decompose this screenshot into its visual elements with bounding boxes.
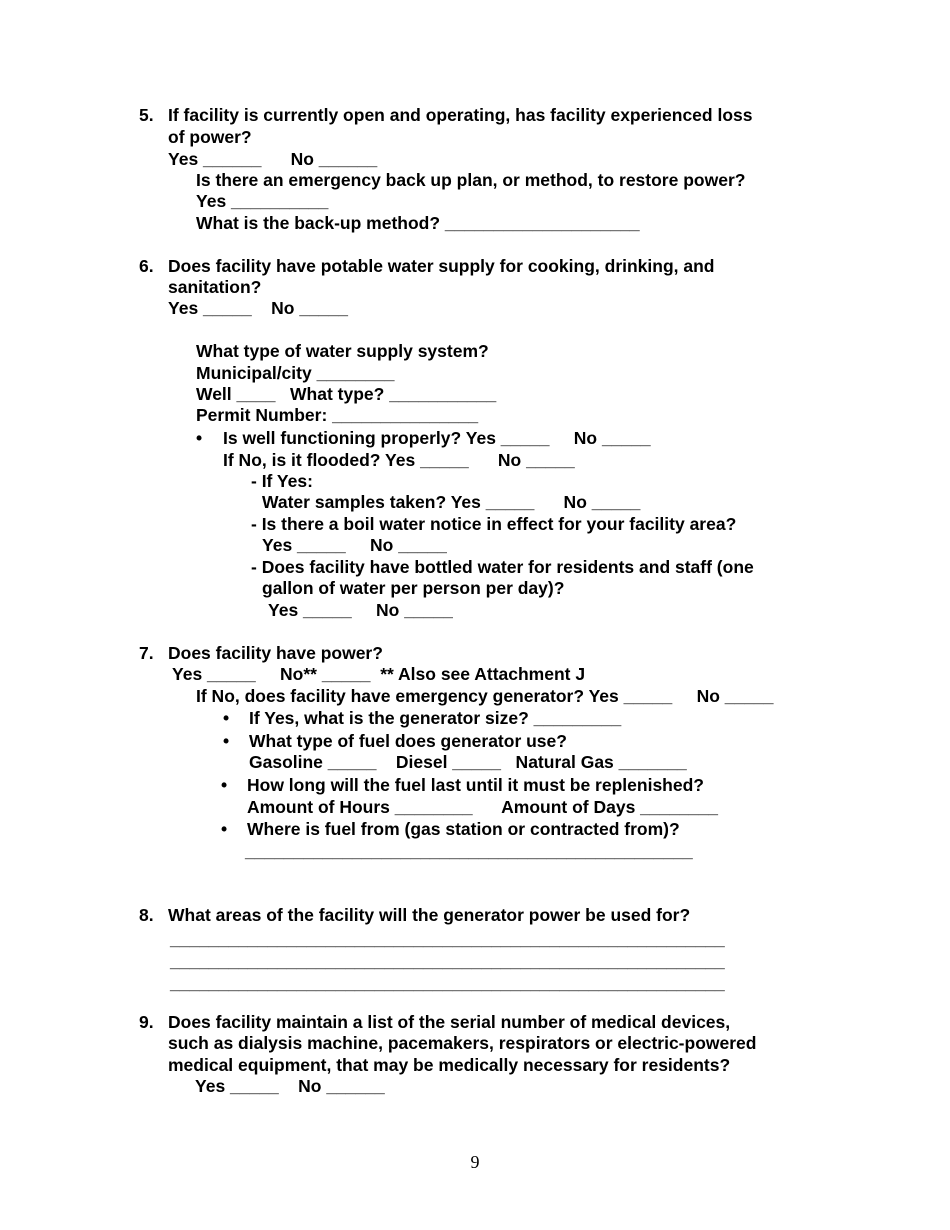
fuel-duration-field: Amount of Hours ________ Amount of Days ________ <box>247 797 719 817</box>
page-number: 9 <box>470 1152 480 1172</box>
bullet-icon: • <box>221 819 228 839</box>
question-text: sanitation? <box>168 277 262 297</box>
bullet-icon: • <box>221 775 228 795</box>
question-number: 9. <box>139 1012 154 1032</box>
question-text: such as dialysis machine, pacemakers, respirators or electric-powered <box>168 1033 757 1053</box>
yes-no-field: Yes _____ No _____ <box>268 600 453 620</box>
bottled-water-question: - Does facility have bottled water for residents and staff (one <box>251 557 754 577</box>
bullet-icon: • <box>223 731 230 751</box>
fuel-options-field: Gasoline _____ Diesel _____ Natural Gas _______ <box>249 752 687 772</box>
backup-method-field: What is the back-up method? ____________________ <box>196 213 640 233</box>
yes-field: Yes __________ <box>196 191 329 211</box>
fuel-source-question: Where is fuel from (gas station or contracted from)? <box>247 819 680 839</box>
yes-no-field: Yes _____ No _____ <box>262 535 447 555</box>
question-number: 6. <box>139 256 154 276</box>
question-text: Does facility maintain a list of the serial number of medical devices, <box>168 1012 731 1032</box>
municipal-field: Municipal/city ________ <box>196 363 395 383</box>
samples-field: Water samples taken? Yes _____ No _____ <box>262 492 641 512</box>
question-text: Does facility have power? <box>168 643 383 663</box>
question-text: What areas of the facility will the generator power be used for? <box>168 905 691 925</box>
question-text: Does facility have potable water supply for cooking, drinking, and <box>168 256 715 276</box>
well-functioning-field: Is well functioning properly? Yes _____ No _____ <box>223 428 651 448</box>
generator-question: If No, does facility have emergency generator? Yes _____ No _____ <box>196 686 774 706</box>
permit-field: Permit Number: _______________ <box>196 405 479 425</box>
sub-question-text: Is there an emergency back up plan, or method, to restore power? <box>196 170 746 190</box>
question-number: 5. <box>139 105 154 125</box>
question-number: 7. <box>139 643 154 663</box>
fuel-source-line: ______________________________________________ <box>245 841 693 861</box>
well-field: Well ____ What type? ___________ <box>196 384 497 404</box>
question-text: medical equipment, that may be medically necessary for residents? <box>168 1055 731 1075</box>
boil-notice-question: - Is there a boil water notice in effect for your facility area? <box>251 514 737 534</box>
answer-line: _________________________________________________________ <box>170 951 725 971</box>
answer-line: _________________________________________________________ <box>170 929 725 949</box>
question-text: of power? <box>168 127 252 147</box>
if-yes-label: - If Yes: <box>251 471 313 491</box>
bullet-icon: • <box>196 428 203 448</box>
bottled-water-question: gallon of water per person per day)? <box>262 578 565 598</box>
fuel-type-question: What type of fuel does generator use? <box>249 731 567 751</box>
question-text: If facility is currently open and operating, has facility experienced loss <box>168 105 753 125</box>
yes-no-field: Yes _____ No _____ <box>168 298 348 318</box>
generator-size-field: If Yes, what is the generator size? _________ <box>249 708 622 728</box>
yes-no-field: Yes _____ No ______ <box>195 1076 385 1096</box>
yes-no-field: Yes ______ No ______ <box>168 149 378 169</box>
yes-no-field: Yes _____ No** _____ ** Also see Attachment J <box>172 664 586 684</box>
bullet-icon: • <box>223 708 230 728</box>
flooded-field: If No, is it flooded? Yes _____ No _____ <box>223 450 575 470</box>
sub-question-text: What type of water supply system? <box>196 341 489 361</box>
answer-line: _________________________________________________________ <box>170 973 725 993</box>
question-number: 8. <box>139 905 154 925</box>
fuel-duration-question: How long will the fuel last until it must be replenished? <box>247 775 704 795</box>
